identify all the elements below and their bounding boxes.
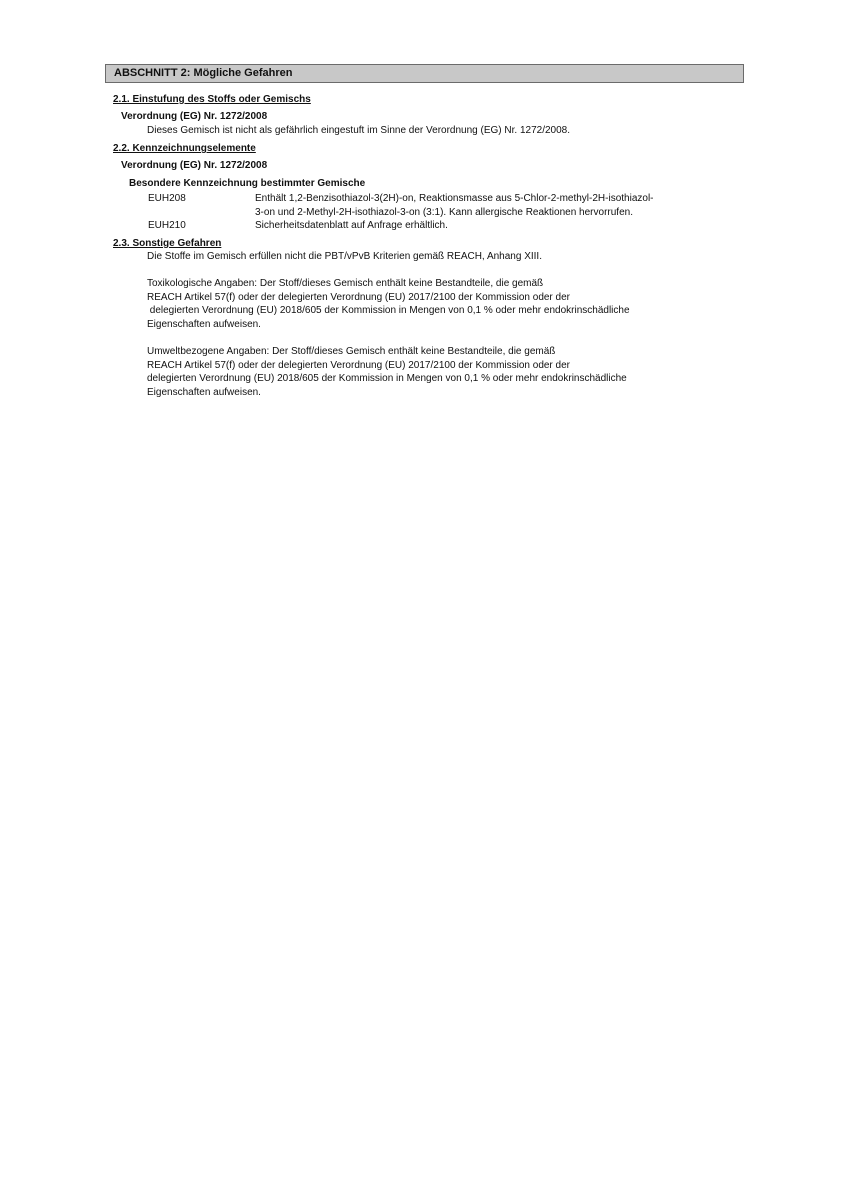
hazard-code: EUH208 <box>148 193 186 204</box>
pbt-statement: Die Stoffe im Gemisch erfüllen nicht die PBT/vPvB Kriterien gemäß REACH, Anhang XIII. <box>147 251 542 262</box>
paragraph-line: Eigenschaften aufweisen. <box>147 386 261 398</box>
environmental-info-paragraph <box>147 345 707 399</box>
paragraph-line: Eigenschaften aufweisen. <box>147 318 261 330</box>
subsection-heading-2-2: 2.2. Kennzeichnungselemente <box>113 143 256 154</box>
paragraph-line: Toxikologische Angaben: Der Stoff/dieses Gemisch enthält keine Bestandteile, die gemäß <box>147 278 544 289</box>
paragraph-line: REACH Artikel 57(f) oder der delegierten Verordnung (EU) 2017/2100 der Kommission oder der <box>147 359 570 371</box>
hazard-statement-line: Enthält 1,2-Benzisothiazol-3(2H)-on, Reaktionsmasse aus 5-Chlor-2-methyl-2H-isothiazol- <box>255 193 654 204</box>
paragraph-line: delegierten Verordnung (EU) 2018/605 der Kommission in Mengen von 0,1 % oder mehr endokrinschädliche <box>147 305 630 316</box>
paragraph-line: Umweltbezogene Angaben: Der Stoff/dieses Gemisch enthält keine Bestandteile, die gemäß <box>147 346 556 357</box>
paragraph-line: delegierten Verordnung (EU) 2018/605 der Kommission in Mengen von 0,1 % oder mehr endokrinschädliche <box>147 373 627 384</box>
section-title: ABSCHNITT 2: Mögliche Gefahren <box>105 64 744 83</box>
hazard-statement-line: 3-on und 2-Methyl-2H-isothiazol-3-on (3:1). Kann allergische Reaktionen hervorrufen. <box>255 207 633 218</box>
regulation-label-2-1: Verordnung (EG) Nr. 1272/2008 <box>121 111 268 122</box>
subsection-heading-2-3: 2.3. Sonstige Gefahren <box>113 238 222 249</box>
hazard-statement-line: Sicherheitsdatenblatt auf Anfrage erhältlich. <box>255 220 448 231</box>
special-labelling-heading: Besondere Kennzeichnung bestimmter Gemische <box>129 178 366 189</box>
subsection-heading-2-1: 2.1. Einstufung des Stoffs oder Gemischs <box>113 94 311 105</box>
classification-text: Dieses Gemisch ist nicht als gefährlich eingestuft im Sinne der Verordnung (EG) Nr. 1272/2008. <box>147 125 570 136</box>
paragraph-line: REACH Artikel 57(f) oder der delegierten Verordnung (EU) 2017/2100 der Kommission oder der <box>147 291 570 303</box>
regulation-label-2-2: Verordnung (EG) Nr. 1272/2008 <box>121 160 268 171</box>
hazard-code: EUH210 <box>148 220 186 231</box>
toxicological-info-paragraph <box>147 277 707 331</box>
